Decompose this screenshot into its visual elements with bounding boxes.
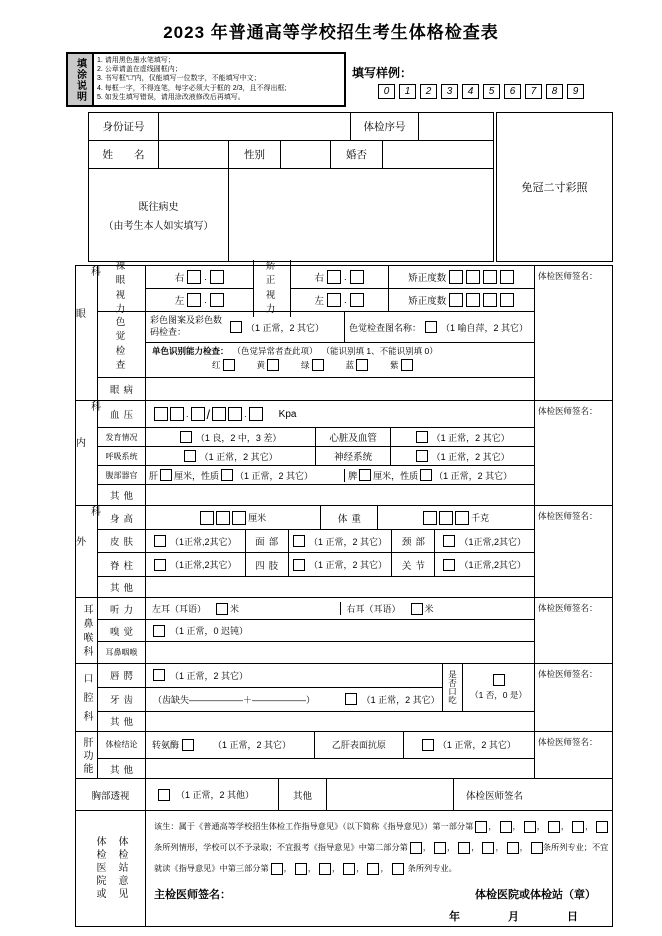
decimal-dot: . [344, 294, 347, 306]
face-note: （1 正常，2 其它） [308, 536, 387, 547]
internal-other-label: 其他 [98, 485, 146, 505]
vision-digit-box[interactable] [187, 293, 201, 307]
opinion-item-box[interactable] [271, 863, 283, 875]
sample-label: 填写样例： [352, 66, 413, 80]
limbs-note: （1 正常，2 其它） [308, 560, 387, 570]
section-surgery [73, 506, 612, 598]
examination-table [73, 261, 613, 927]
hospital-stamp-label: 体检医院或体检站（章） [475, 889, 596, 901]
liver-label: 肝 [149, 470, 159, 481]
liver-other-field[interactable] [146, 759, 534, 778]
opinion-item-box[interactable] [524, 821, 536, 833]
fill-instructions-box [66, 52, 346, 107]
color-red-label: 红 [212, 360, 221, 370]
limbs-checkbox[interactable] [293, 559, 305, 571]
bp-digit-box[interactable] [191, 407, 205, 421]
instruction-item: 1. 请用黑色墨水笔填写； [97, 56, 175, 64]
throat-field[interactable] [146, 642, 534, 663]
corrected-vision-label: 矫正视力 [253, 260, 291, 317]
heart-vessel-label: 心脏及血管 [315, 428, 391, 446]
heart-vessel-checkbox[interactable] [416, 431, 428, 443]
hbsag-note: （1 正常，2 其它） [437, 740, 516, 751]
opinion-line1: 该生：属于《普通高等学校招生体检工作指导意见》（以下简称《指导意见》）第一部分第 ， ， ， ， ， [154, 816, 606, 837]
color-pattern-note: （1 正常，2 其它） [246, 322, 325, 333]
weight-digit-box[interactable] [423, 511, 437, 525]
height-label: 身高 [98, 506, 146, 529]
hbsag-checkbox[interactable] [422, 739, 434, 751]
sample-digit-box: 8 [546, 84, 563, 99]
vision-digit-box[interactable] [350, 293, 364, 307]
decimal-dot: . [204, 271, 207, 283]
bp-digit-box[interactable] [170, 407, 184, 421]
photo-area[interactable] [496, 112, 613, 262]
nervous-system-note: （1 正常，2 其它） [431, 451, 510, 462]
mono-color-note1: （色觉异常者查此项） [232, 346, 318, 356]
medical-history-field[interactable] [229, 169, 493, 261]
liver-doctor-signature[interactable]: 体检医师签名： [534, 732, 612, 778]
lip-palate-label: 唇腭 [98, 664, 146, 687]
sample-digit-box: 2 [420, 84, 437, 99]
section-oral [76, 664, 612, 732]
left-eye-label: 左 [314, 296, 325, 307]
sample-digit-box: 7 [525, 84, 542, 99]
stutter-cell [462, 664, 534, 711]
color-blue-checkbox[interactable] [356, 359, 368, 371]
weight-digit-box[interactable] [455, 511, 469, 525]
day-label[interactable]: 日 [567, 911, 578, 923]
decimal-dot: . [244, 409, 247, 419]
joints-label: 关节 [391, 553, 435, 576]
instruction-item: 3. 书写框“□”内，仅能填写一位数字，不能填写中文； [97, 75, 261, 83]
spleen-size-box[interactable] [359, 469, 371, 481]
section-liver [76, 732, 612, 779]
color-pattern-label: 彩色图案及彩色数码检查： [150, 315, 223, 337]
liver-size-box[interactable] [160, 469, 172, 481]
degree-digit-box[interactable] [483, 270, 497, 284]
color-chart-note: （1 喻自萍，2 其它） [441, 322, 529, 333]
sample-digit-box: 3 [441, 84, 458, 99]
opinion-item-box[interactable] [500, 821, 512, 833]
vision-digit-box[interactable] [327, 293, 341, 307]
year-label[interactable]: 年 [449, 911, 460, 923]
sample-digit-row [378, 84, 584, 99]
spleen-note: （1 正常，2 其它） [434, 470, 513, 481]
medical-history-note: （由考生本人如实填写） [103, 221, 214, 232]
respiratory-label: 呼吸系统 [98, 447, 146, 465]
opinion-item-box[interactable] [572, 821, 584, 833]
opinion-label-col2: 体检站意见 [116, 836, 127, 901]
chest-xray-note: （1 正常，2 其他） [176, 790, 255, 801]
smell-label: 嗅觉 [98, 620, 146, 641]
mono-color-note2: （能识别填 1、不能识别填 0） [321, 346, 438, 356]
skin-label: 皮肤 [98, 530, 146, 552]
marital-label: 婚否 [331, 141, 383, 168]
liver-quality-box[interactable] [221, 469, 233, 481]
smell-note: （1 正常，0 迟钝） [170, 626, 249, 636]
teeth-label: 牙齿 [98, 688, 146, 711]
color-purple-label: 紫 [390, 360, 399, 370]
conclusion-label: 体检结论 [98, 732, 146, 758]
chest-doctor-signature[interactable]: 体检医师签名 [466, 790, 524, 802]
opinion-item-box[interactable] [482, 842, 494, 854]
opinion-line2: 条所列情形，学校可以不予录取；不宜报考《指导意见》中第二部分第 ， ， ， ， ， 条所列专业；不宜 [154, 843, 609, 852]
oral-other-label: 其他 [98, 712, 146, 731]
opinion-item-box[interactable] [392, 863, 404, 875]
color-chart-checkbox[interactable] [425, 321, 437, 333]
neck-checkbox[interactable] [443, 535, 455, 547]
opinion-label-col1: 体检医院或 [94, 836, 105, 901]
respiratory-note: （1 正常，2 其它） [199, 451, 278, 462]
height-digit-box[interactable] [232, 511, 246, 525]
teeth-note: （1 正常，2 其它） [361, 694, 440, 705]
fill-instructions-list [94, 54, 344, 105]
vision-digit-box[interactable] [210, 270, 224, 284]
limbs-label: 四肢 [245, 553, 289, 576]
opinion-item-box[interactable] [319, 863, 331, 875]
degree-digit-box[interactable] [500, 293, 514, 307]
vision-digit-box[interactable] [327, 270, 341, 284]
instruction-item: 2. 公章请盖在虚线圆框内； [97, 66, 182, 74]
medical-history-title: 既往病史 [138, 202, 179, 213]
height-unit: 厘米 [248, 513, 267, 523]
sample-digit-box: 5 [483, 84, 500, 99]
development-checkbox[interactable] [180, 431, 192, 443]
eye-doctor-signature[interactable]: 体检医师签名： [534, 266, 612, 400]
opinion-item-box[interactable] [410, 842, 422, 854]
medical-history-label [89, 169, 229, 261]
section-label-internal: 内科 [76, 401, 98, 505]
chest-xray-row [76, 779, 612, 811]
left-ear-label: 左耳（耳语） [152, 604, 207, 614]
nervous-system-checkbox[interactable] [416, 450, 428, 462]
oral-other-field[interactable] [146, 712, 534, 731]
bp-digit-box[interactable] [154, 407, 168, 421]
right-ear-label: 右耳（耳语） [346, 604, 401, 614]
marital-field[interactable] [383, 141, 493, 168]
opinion-item-box[interactable] [434, 842, 446, 854]
spine-note: （1正常,2其它） [170, 560, 237, 570]
joints-note: （1正常,2其它） [459, 560, 526, 570]
right-ear-box[interactable] [411, 603, 423, 615]
correction-degree-label: 矫正度数 [408, 296, 447, 307]
right-eye-label: 右 [174, 273, 185, 284]
stutter-label: 是否口吃 [442, 664, 462, 711]
section-label-surgery: 外科 [76, 506, 98, 597]
color-yellow-checkbox[interactable] [267, 359, 279, 371]
chest-xray-label: 胸部透视 [76, 779, 146, 810]
degree-digit-box[interactable] [449, 270, 463, 284]
id-number-field[interactable] [159, 113, 351, 140]
height-digit-box[interactable] [200, 511, 214, 525]
degree-digit-box[interactable] [483, 293, 497, 307]
neck-label: 颈部 [391, 530, 435, 552]
color-red-checkbox[interactable] [223, 359, 235, 371]
bp-digit-box[interactable] [212, 407, 226, 421]
hearing-label: 听力 [98, 598, 146, 619]
opinion-item-box[interactable] [548, 821, 560, 833]
development-note: （1 良，2 中，3 差） [195, 432, 282, 443]
nervous-system-label: 神经系统 [315, 447, 391, 465]
vision-digit-box[interactable] [187, 270, 201, 284]
opinion-item-box[interactable] [475, 821, 487, 833]
weight-label: 体重 [320, 506, 378, 529]
color-green-checkbox[interactable] [312, 359, 324, 371]
blood-pressure-label: 血压 [98, 401, 146, 427]
meter-unit: 米 [230, 604, 240, 614]
surgery-other-label: 其他 [98, 577, 146, 597]
degree-digit-box[interactable] [466, 293, 480, 307]
section-label-liver: 肝功能 [76, 732, 98, 778]
stutter-checkbox[interactable] [493, 674, 505, 686]
chest-other-field[interactable] [327, 779, 454, 810]
teeth-missing-text: （齿缺失——————＋——————） [153, 694, 316, 705]
decimal-dot: . [344, 271, 347, 283]
color-yellow-label: 黄 [256, 360, 266, 370]
skin-note: （1正常,2其它） [170, 536, 237, 547]
liver-note: （1 正常，2 其它） [235, 470, 314, 481]
throat-label: 耳鼻咽喉 [98, 642, 146, 663]
opinion-item-box[interactable] [295, 863, 307, 875]
color-purple-checkbox[interactable] [401, 359, 413, 371]
spine-label: 脊柱 [98, 553, 146, 576]
left-eye-label: 左 [174, 296, 185, 307]
color-green-label: 绿 [301, 360, 310, 370]
bp-digit-box[interactable] [228, 407, 242, 421]
sample-digit-box: 9 [567, 84, 584, 99]
color-vision-label: 色觉检查 [98, 312, 146, 377]
right-eye-label: 右 [314, 273, 325, 284]
oral-doctor-signature[interactable]: 体检医师签名： [534, 664, 612, 731]
smell-checkbox[interactable] [153, 625, 165, 637]
sample-digit-box: 4 [462, 84, 479, 99]
decimal-dot: . [204, 294, 207, 306]
exam-serial-label: 体检序号 [351, 113, 419, 140]
color-pattern-checkbox[interactable] [230, 321, 242, 333]
enzyme-checkbox[interactable] [182, 739, 194, 751]
bp-digit-box[interactable] [249, 407, 263, 421]
liver-mid-text: 厘米，性质 [174, 470, 220, 481]
degree-digit-box[interactable] [500, 270, 514, 284]
internal-doctor-signature[interactable]: 体检医师签名： [534, 401, 612, 505]
name-label: 姓 名 [89, 141, 159, 168]
opinion-item-box[interactable] [343, 863, 355, 875]
gender-label: 性别 [229, 141, 281, 168]
section-opinion [76, 811, 612, 926]
instruction-item: 5. 如发生填写错误，请用涂改液修改后再填写。 [97, 94, 245, 102]
fill-instructions-label: 填涂说明 [68, 54, 94, 105]
enzyme-note: （1 正常，2 其它） [213, 740, 292, 751]
bp-slash: / [206, 406, 211, 422]
weight-digit-box[interactable] [439, 511, 453, 525]
degree-digit-box[interactable] [449, 293, 463, 307]
opinion-item-box[interactable] [596, 821, 608, 833]
lip-palate-checkbox[interactable] [153, 669, 165, 681]
photo-label: 免冠二寸彩照 [521, 182, 588, 194]
opinion-content [146, 811, 612, 926]
lip-palate-note: （1 正常，2 其它） [170, 670, 249, 681]
gender-field[interactable] [281, 141, 331, 168]
instruction-item: 4. 每框一字，不得连笔，每字必须大于框的 2/3，且不得出框; [97, 84, 287, 92]
page-title: 2023 年普通高等学校招生考生体格检查表 [163, 23, 499, 42]
enzyme-label: 转氨酶 [152, 740, 180, 751]
development-label: 发育情况 [98, 428, 146, 446]
opinion-item-box[interactable] [458, 842, 470, 854]
opinion-item-box[interactable] [367, 863, 379, 875]
spine-checkbox[interactable] [154, 559, 166, 571]
height-digit-box[interactable] [216, 511, 230, 525]
bp-unit: Kpa [278, 408, 297, 420]
face-checkbox[interactable] [293, 535, 305, 547]
sample-digit-box: 0 [378, 84, 395, 99]
decimal-dot: . [186, 409, 189, 419]
ent-doctor-signature[interactable]: 体检医师签名： [534, 598, 612, 663]
mono-color-label: 单色识别能力检查： [152, 346, 229, 356]
spleen-quality-box[interactable] [420, 469, 432, 481]
skin-checkbox[interactable] [154, 535, 166, 547]
liver-other-label: 其他 [98, 759, 146, 778]
opinion-label [76, 811, 146, 926]
vision-digit-box[interactable] [210, 293, 224, 307]
meter-unit: 米 [424, 604, 434, 614]
neck-note: （1正常,2其它） [459, 536, 526, 547]
exam-serial-field[interactable] [419, 113, 493, 140]
opinion-date-line [154, 908, 606, 924]
heart-vessel-note: （1 正常，2 其它） [431, 432, 510, 443]
abdominal-label: 腹部器官 [98, 466, 146, 484]
left-ear-box[interactable] [216, 603, 228, 615]
section-label-ent: 耳鼻喉科 [76, 598, 98, 663]
naked-vision-label: 裸眼视力 [98, 266, 146, 311]
section-internal [73, 401, 612, 506]
sample-digit-box: 1 [399, 84, 416, 99]
surgery-other-field[interactable] [146, 577, 534, 597]
spleen-mid-text: 厘米，性质 [373, 470, 419, 481]
section-eye [73, 261, 612, 401]
opinion-item-box[interactable] [531, 842, 543, 854]
section-label-oral: 口腔科 [76, 664, 98, 731]
eye-disease-field[interactable] [146, 378, 534, 400]
weight-unit: 千克 [471, 513, 490, 523]
chest-other-label: 其他 [279, 779, 327, 810]
sample-digit-box: 6 [504, 84, 521, 99]
candidate-info-table [88, 112, 494, 262]
id-number-label: 身份证号 [89, 113, 159, 140]
opinion-line3: 就读《指导意见》中第三部分第 ， ， ， ， ， 条所列专业。 [154, 864, 457, 873]
chief-doctor-signature[interactable]: 主检医师签名： [154, 889, 231, 901]
month-label[interactable]: 月 [508, 911, 519, 923]
vision-digit-box[interactable] [350, 270, 364, 284]
stutter-note: （1 否，0 是） [470, 689, 527, 700]
color-blue-label: 蓝 [345, 360, 355, 370]
section-ent [76, 598, 612, 664]
degree-digit-box[interactable] [466, 270, 480, 284]
internal-other-field[interactable] [146, 485, 534, 505]
color-chart-label: 色觉检查图名称： [349, 322, 422, 333]
joints-checkbox[interactable] [443, 559, 455, 571]
teeth-checkbox[interactable] [345, 693, 357, 705]
spleen-label: 脾 [348, 470, 358, 481]
respiratory-checkbox[interactable] [184, 450, 196, 462]
chest-xray-checkbox[interactable] [158, 789, 170, 801]
name-field[interactable] [159, 141, 229, 168]
chest-xray-cell [146, 779, 279, 810]
surgery-doctor-signature[interactable]: 体检医师签名： [534, 506, 612, 597]
hbsag-label: 乙肝表面抗原 [314, 732, 404, 758]
face-label: 面部 [245, 530, 289, 552]
correction-degree-label: 矫正度数 [408, 273, 447, 284]
opinion-item-box[interactable] [507, 842, 519, 854]
eye-disease-label: 眼病 [98, 378, 146, 400]
section-label-eye: 眼科 [76, 266, 98, 400]
